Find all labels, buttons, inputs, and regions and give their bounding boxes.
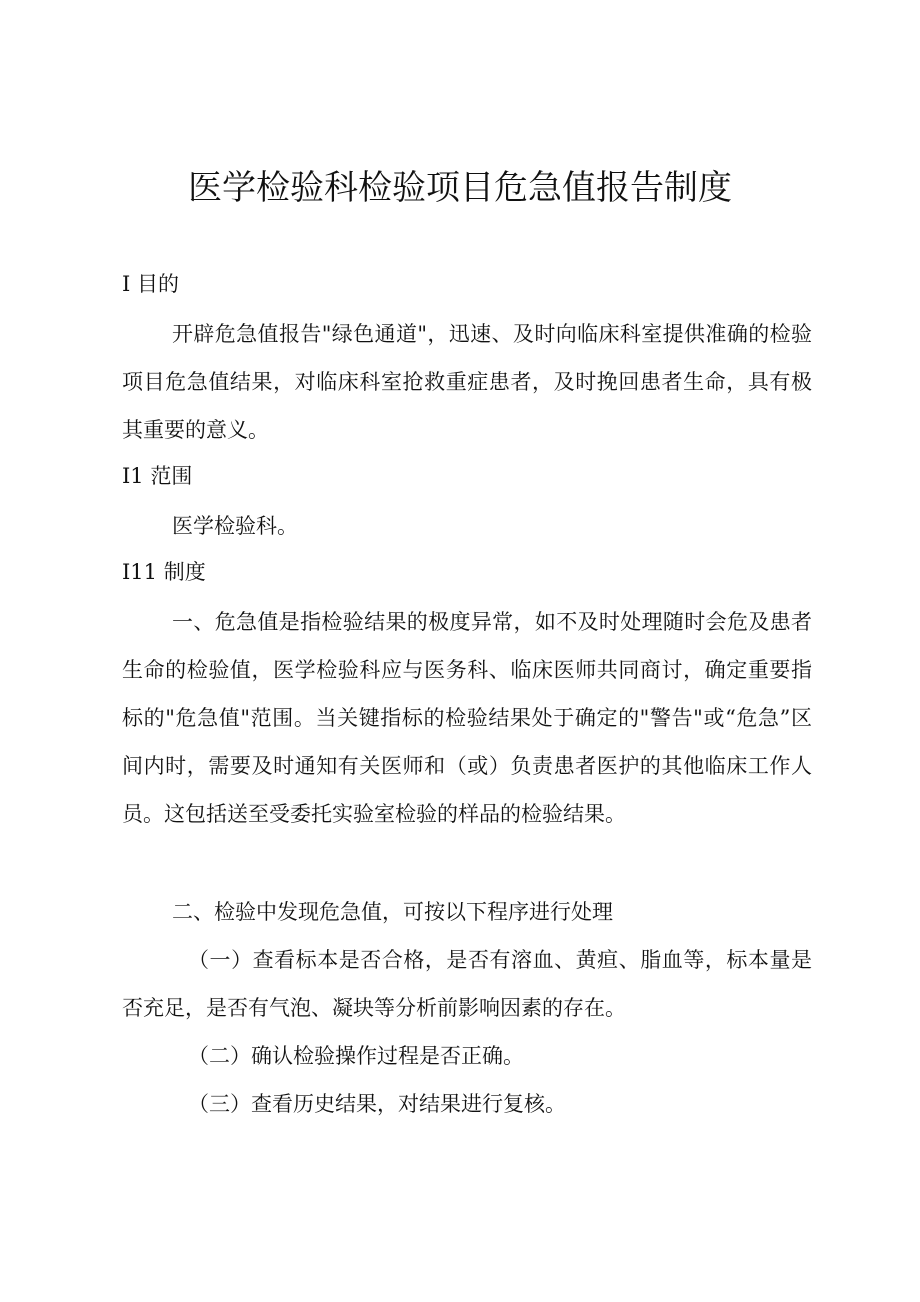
paragraph-policy-2: 二、检验中发现危急值，可按以下程序进行处理 (172, 900, 613, 924)
paragraph-purpose: 开辟危急值报告"绿色通道"，迅速、及时向临床科室提供准确的检验项目危急值结果，对临床科室抢救重症患者，及时挽回患者生命，具有极其重要的意义。 (122, 322, 812, 442)
section-heading-policy: I11 制度 (122, 560, 206, 584)
section-heading-scope: I1 范围 (122, 464, 193, 488)
paragraph-policy-step-1: （一）查看标本是否合格，是否有溶血、黄疸、脂血等，标本量是否充足，是否有气泡、凝块等分析前影响因素的存在。 (122, 948, 812, 1020)
paragraph-policy-step-2: （二）确认检验操作过程是否正确。 (188, 1044, 524, 1068)
document-title: 医学检验科检验项目危急值报告制度 (188, 168, 732, 208)
paragraph-policy-step-3: （三）查看历史结果，对结果进行复核。 (188, 1092, 566, 1116)
paragraph-scope: 医学检验科。 (172, 514, 298, 538)
section-heading-purpose: I 目的 (122, 272, 179, 296)
paragraph-policy-1: 一、危急值是指检验结果的极度异常，如不及时处理随时会危及患者生命的检验值，医学检验科应与医务科、临床医师共同商讨，确定重要指标的"危急值"范围。当关键指标的检验结果处于确定的"警告"或“危急”区间内时，需要及时通知有关医师和（或）负责患者医护的其他临床工作人员。这包括送至受委托实验室检验的样品的检验结果。 (122, 610, 812, 826)
